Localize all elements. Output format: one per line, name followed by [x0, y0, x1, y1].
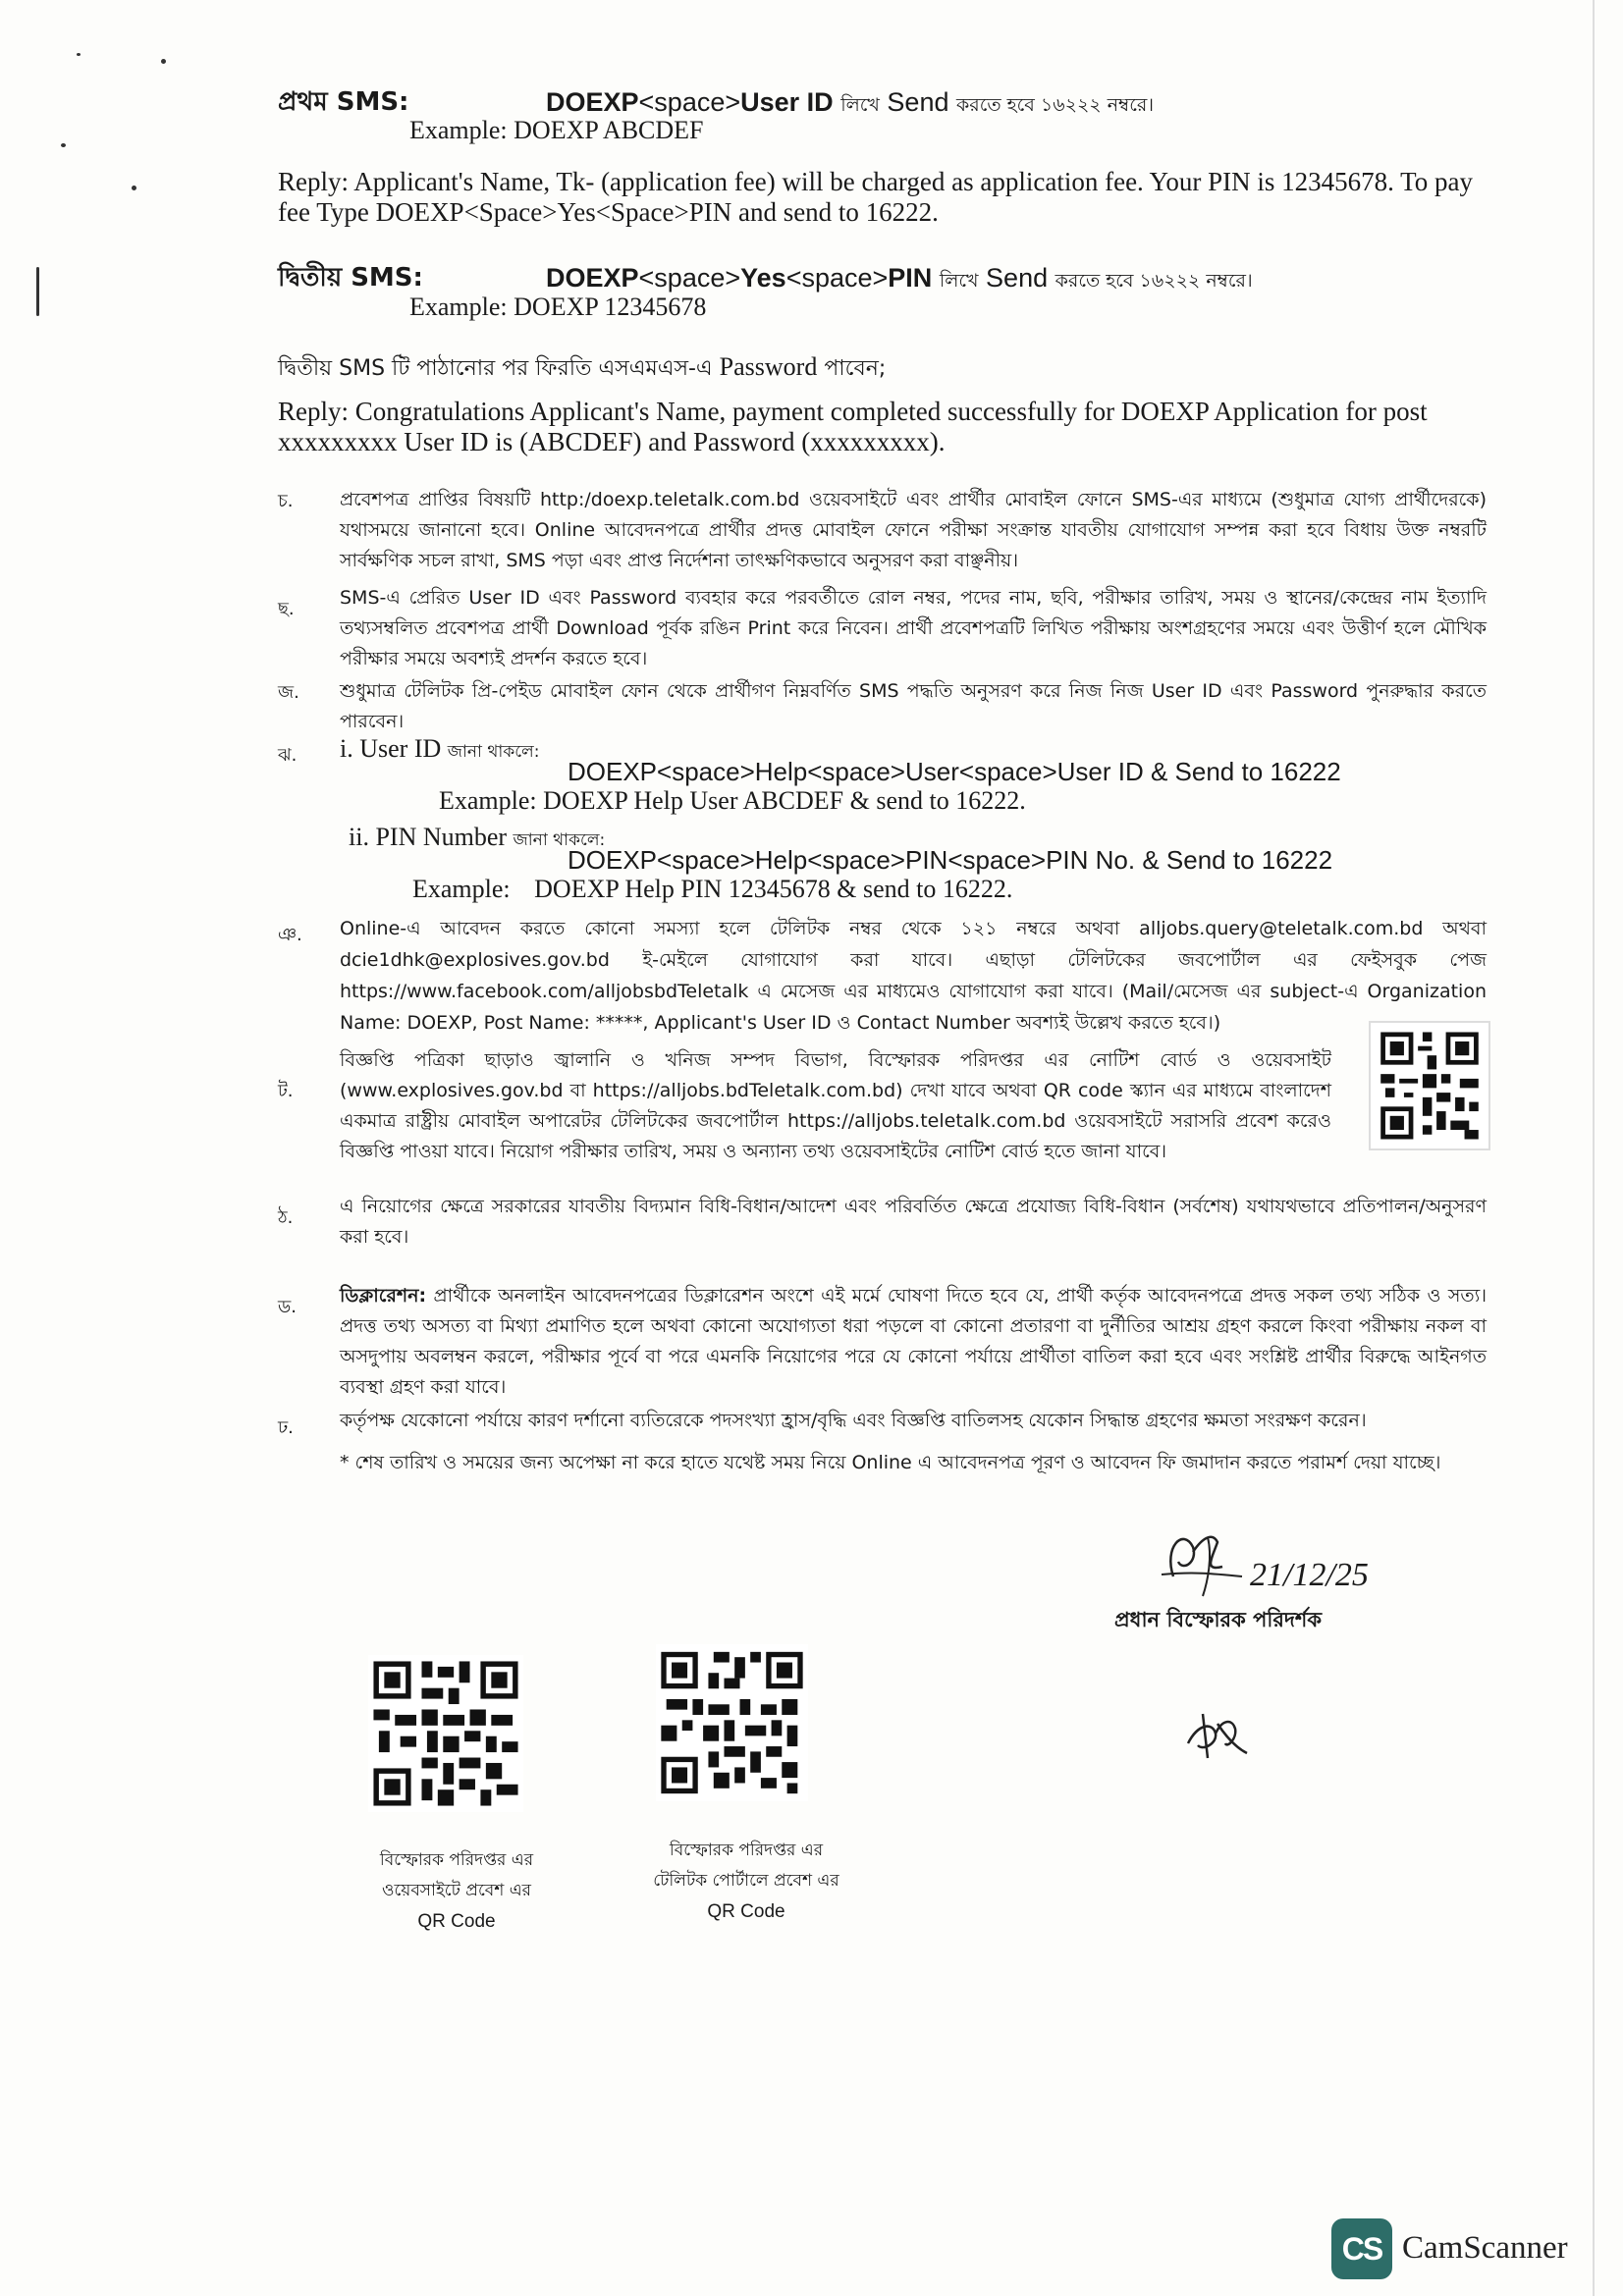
- example-value: DOEXP 12345678: [514, 293, 707, 321]
- example-value: DOEXP ABCDEF: [514, 116, 704, 144]
- scan-speck: [77, 53, 81, 56]
- declaration-text: প্রার্থীকে অনলাইন আবেদনপত্রের ডিক্লারেশন অংশে এই মর্মে ঘোষণা দিতে হবে যে, প্রার্থী কর্তৃক আবেদনপত্রে প্রদত্ত সকল তথ্য সঠিক ও সত্য। প্রদত্ত তথ্য অসত্য বা মিথ্যা প্রমাণিত হলে অথবা কোনো অযোগ্যতা ধরা পড়লে বা কোনো প্রতারণা বা দুর্নীতির আশ্রয় গ্রহণ করলে কিংবা পরীক্ষায় নকল বা অসদুপায় অবলম্বন করলে, পরীক্ষার পূর্বে বা পরে এমনকি নিয়োগের পরে যে কোনো পর্যায়ে প্রার্থীতা বাতিল করা হবে এবং সংশ্লিষ্ট প্রার্থীর বিরুদ্ধে আইনগত ব্যবস্থা গ্রহণ করা যাবে।: [340, 1285, 1487, 1398]
- jha-i-note: জানা থাকলে:: [447, 742, 540, 762]
- password-note-bn: দ্বিতীয় SMS টি পাঠানোর পর ফিরতি এসএমএস-এ: [278, 356, 713, 381]
- item-marker: জ.: [278, 682, 299, 703]
- signature-date: 21/12/25: [1250, 1557, 1369, 1593]
- item-marker: ঞ.: [278, 925, 302, 945]
- cmd-send: Send: [887, 87, 949, 117]
- item-text: SMS-এ প্রেরিত User ID এবং Password ব্যবহার করে পরবর্তীতে রোল নম্বর, পদের নাম, ছবি, পরীক্ষার তারিখ, সময় ও স্থানের/কেন্দ্রের নাম ইত্যাদি তথ্যসম্বলিত প্রবেশপত্র প্রার্থী Download পূর্বক রঙিন Print করে নিবেন। প্রার্থী প্রবেশপত্রটি লিখিত পরীক্ষায় অংশগ্রহণের সময়ে এবং উত্তীর্ণ হলে মৌখিক পরীক্ষার সময়ে অবশ্যই প্রদর্শন করতে হবে।: [340, 587, 1487, 669]
- qr-website-svg: [368, 1655, 523, 1812]
- item-marker: ঠ.: [278, 1207, 294, 1228]
- cmd-send: Send: [986, 263, 1049, 293]
- camscanner-icon: CS: [1331, 2218, 1392, 2279]
- item-text: বিজ্ঞপ্তি পত্রিকা ছাড়াও জ্বালানি ও খনিজ সম্পদ বিভাগ, বিস্ফোরক পরিদপ্তর এর নোটিশ বোর্ড ও ওয়েবসাইট (www.explosives.gov.bd বা https://alljobs.bdTeletalk.com.bd) দেখা যাবে অথবা QR code স্ক্যান এর মাধ্যমে বাংলাদেশ একমাত্র রাষ্ট্রীয় মোবাইল অপারেটর টেলিটকের জবপোর্টাল https://alljobs.teletalk.com.bd ওয়েবসাইটে সরাসরি প্রবেশ করেও বিজ্ঞপ্তি পাওয়া যাবে। নিয়োগ পরীক্ষার তারিখ, সময় ও অন্যান্য তথ্য ওয়েবসাইটের নোটিশ বোর্ড হতে জানা যাবে।: [340, 1049, 1331, 1162]
- item-text: শুধুমাত্র টেলিটক প্রি-পেইড মোবাইল ফোন থেকে প্রার্থীগণ নিম্নবর্ণিত SMS পদ্ধতি অনুসরণ করে নিজ নিজ User ID এবং Password পুনরুদ্ধার করতে পারবেন।: [340, 680, 1487, 732]
- jha-ii-label: ii. PIN Number: [349, 823, 508, 851]
- first-sms-example: [409, 116, 704, 145]
- jha-ii-command: DOEXP<space>Help<space>PIN<space>PIN No. & Send to 16222: [568, 845, 1333, 875]
- caption-line: QR Code: [707, 1901, 785, 1922]
- scan-speck: [132, 186, 136, 190]
- caption-line: বিস্ফোরক পরিদপ্তর এর: [669, 1841, 824, 1860]
- item-text: Online-এ আবেদন করতে কোনো সমস্যা হলে টেলিটক নম্বর থেকে ১২১ নম্বরে অথবা alljobs.query@teletalk.com.bd অথবা dcie1dhk@explosives.gov.bd ই-মেইলে যোগাযোগ করা যাবে। এছাড়া টেলিটকের জবপোর্টাল এর ফেইসবুক পেজ https://www.facebook.com/alljobsbdTeletalk এ মেসেজ এর মাধ্যমেও যোগাযোগ করা যাবে। (Mail/মেসেজ এর subject-এ Organization Name: DOEXP, Post Name: *****, Applicant's User ID ও Contact Number অবশ্যই উল্লেখ করতে হবে।): [340, 918, 1487, 1034]
- item-marker: ঝ.: [278, 745, 298, 766]
- cmd-tail: করতে হবে ১৬২২২ নম্বরে।: [956, 94, 1155, 116]
- camscanner-label: CamScanner: [1402, 2230, 1568, 2266]
- scan-mark: [36, 267, 39, 316]
- item-marker: চ.: [278, 491, 294, 511]
- example-label: Example:: [409, 116, 508, 144]
- qr-code-teletalk[interactable]: [656, 1644, 808, 1801]
- second-sms-label: দ্বিতীয় SMS:: [278, 263, 423, 293]
- cmd-space: <space>: [638, 263, 741, 293]
- scan-speck: [61, 143, 66, 147]
- cmd-space: <space>: [785, 263, 889, 293]
- cmd-prefix: DOEXP: [546, 87, 639, 117]
- initials: [1178, 1704, 1257, 1763]
- jha-i-command: DOEXP<space>Help<space>User<space>User ID & Send to 16222: [568, 757, 1341, 786]
- cmd-note: লিখে: [840, 94, 880, 116]
- example-label: Example:: [409, 293, 508, 321]
- qr-code-website[interactable]: [368, 1655, 523, 1812]
- caption-line: QR Code: [417, 1911, 496, 1932]
- jha-ii-example: [412, 875, 1012, 904]
- signature: [1154, 1518, 1389, 1606]
- example-label: Example:: [412, 875, 511, 903]
- declaration-heading: ডিক্লারেশন:: [340, 1285, 427, 1307]
- cmd-yes: Yes: [740, 263, 786, 293]
- cmd-tail: করতে হবে ১৬২২২ নম্বরে।: [1055, 270, 1253, 292]
- jha-i-example: Example: DOEXP Help User ABCDEF & send to 16222.: [439, 786, 1026, 815]
- item-marker: ড.: [278, 1297, 297, 1317]
- caption-line: বিস্ফোরক পরিদপ্তর এর: [379, 1850, 534, 1870]
- cmd-space: <space>: [638, 87, 741, 117]
- qr-website-caption: [329, 1845, 584, 1937]
- designation: প্রধান বিস্ফোরক পরিদর্শক: [1114, 1608, 1323, 1631]
- first-sms-label: প্রথম SMS:: [278, 87, 409, 117]
- footnote-text: * শেষ তারিখ ও সময়ের জন্য অপেক্ষা না করে হাতে যথেষ্ট সময় নিয়ে Online এ আবেদনপত্র পূরণ ও আবেদন ফি জমাদান করতে পরামর্শ দেয়া যাচ্ছে।: [340, 1452, 1441, 1473]
- item-text: কর্তৃপক্ষ যেকোনো পর্যায়ে কারণ দর্শানো ব্যতিরেকে পদসংখ্যা হ্রাস/বৃদ্ধি এবং বিজ্ঞপ্তি বাতিলসহ যেকোন সিদ্ধান্ত গ্রহণের ক্ষমতা সংরক্ষণ করেন।: [340, 1410, 1367, 1431]
- jha-ii-note: জানা থাকলে:: [513, 830, 606, 850]
- password-note-tail: পাবেন;: [824, 356, 887, 381]
- qr-code-inline[interactable]: [1369, 1021, 1490, 1150]
- cmd-note: লিখে: [939, 270, 979, 292]
- example-value: DOEXP Help PIN 12345678 & send to 16222.: [534, 875, 1013, 903]
- qr-teletalk-caption: [619, 1836, 874, 1927]
- item-text: প্রবেশপত্র প্রাপ্তির বিষয়টি http:/doexp.teletalk.com.bd ওয়েবসাইটে এবং প্রার্থীর মোবাইল ফোনে SMS-এর মাধ্যমে (শুধুমাত্র যোগ্য প্রার্থীদেরকে) যথাসময়ে জানানো হবে। Online আবেদনপত্রে প্রার্থীর প্রদত্ত মোবাইল ফোনে পরীক্ষা সংক্রান্ত যাবতীয় যোগাযোগ সম্পন্ন করা হবে বিধায় উক্ত নম্বরটি সার্বক্ষণিক সচল রাখা, SMS পড়া এবং প্রাপ্ত নির্দেশনা তাৎক্ষণিকভাবে অনুসরণ করা বাঞ্ছনীয়।: [340, 489, 1487, 571]
- item-marker: ছ.: [278, 599, 295, 619]
- item-marker: ঢ.: [278, 1417, 294, 1438]
- page-edge: [1593, 0, 1595, 2296]
- qr-inline-svg: [1371, 1023, 1488, 1148]
- cmd-pin: PIN: [888, 263, 933, 293]
- initials-svg: [1178, 1704, 1257, 1763]
- item-text: এ নিয়োগের ক্ষেত্রে সরকারের যাবতীয় বিদ্যমান বিধি-বিধান/আদেশ এবং পরিবর্তিত ক্ষেত্রে প্রযোজ্য বিধি-বিধান (সর্বশেষ) যথাযথভাবে প্রতিপালন/অনুসরণ করা হবে।: [340, 1196, 1487, 1248]
- first-reply: Reply: Applicant's Name, Tk- (application fee) will be charged as application fee. Your PIN is 12345678. To pay fee Type DOEXP<Space>Yes<Space>PIN and send to 16222.: [278, 167, 1473, 227]
- second-sms-example: [409, 293, 706, 322]
- item-marker: ট.: [278, 1081, 294, 1101]
- scan-speck: [161, 59, 166, 64]
- jha-i-label: i. User ID: [340, 734, 442, 763]
- cmd-prefix: DOEXP: [546, 263, 639, 293]
- second-reply: Reply: Congratulations Applicant's Name, payment completed successfully for DOEXP Application for post xxxxxxxxx User ID is (ABCDEF) and Password (xxxxxxxxx).: [278, 397, 1428, 456]
- password-note-en: Password: [719, 352, 818, 381]
- cmd-word: User ID: [740, 87, 834, 117]
- caption-line: ওয়েবসাইটে প্রবেশ এর: [381, 1881, 532, 1900]
- qr-teletalk-svg: [656, 1644, 808, 1801]
- item-text: [340, 1281, 1487, 1403]
- jha-i-line: [340, 734, 539, 767]
- password-note: [278, 351, 886, 388]
- caption-line: টেলিটক পোর্টালে প্রবেশ এর: [653, 1871, 839, 1891]
